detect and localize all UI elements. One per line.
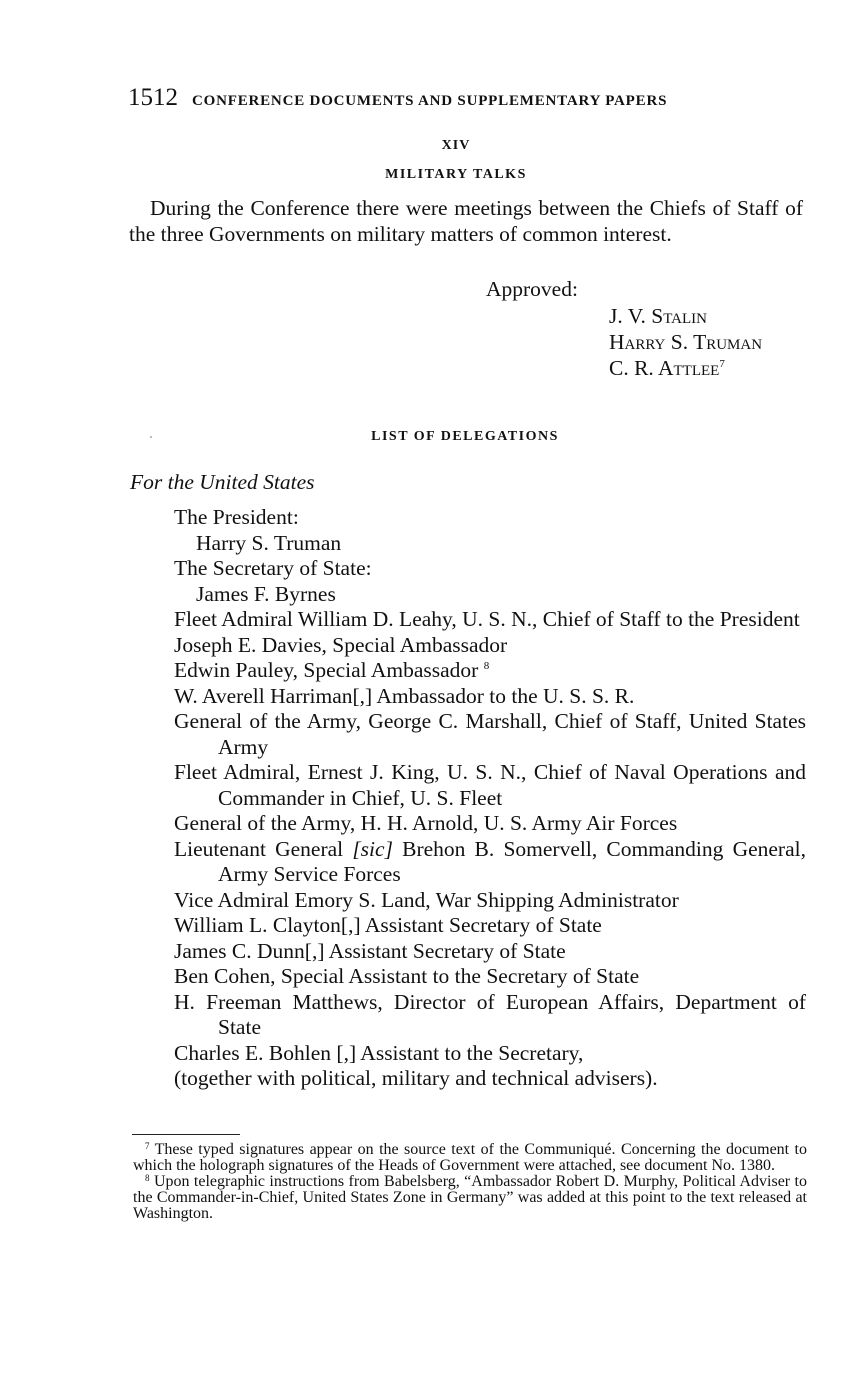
list-item: William L. Clayton[,] Assistant Secretary of State xyxy=(174,913,602,937)
list-item: Ben Cohen, Special Assistant to the Secretary of State xyxy=(174,964,640,988)
signature-stalin: J. V. Stalin xyxy=(609,304,707,328)
list-item: (together with political, military and technical advisers). xyxy=(174,1066,658,1090)
signature-attlee: C. R. Attlee$^7$ xyxy=(609,356,725,380)
approved-label: Approved: xyxy=(486,277,578,301)
list-item: Vice Admiral Emory S. Land, War Shipping Administrator xyxy=(174,887,679,912)
footnote-divider xyxy=(132,1134,240,1135)
list-item: Fleet Admiral William D. Leahy, U. S. N., Chief of Staff to the President xyxy=(174,607,800,631)
list-item: General of the Army, H. H. Arnold, U. S. Army Air Forces xyxy=(174,811,678,835)
list-item: The President: xyxy=(174,505,299,529)
list-item: General of the Army, George C. Marshall, Chief of Staff, United States Army xyxy=(174,709,806,759)
section-title: MILITARY TALKS xyxy=(385,167,527,182)
delegation-list xyxy=(174,505,806,1092)
running-header xyxy=(128,84,808,112)
list-item: Fleet Admiral, Ernest J. King, U. S. N., Chief of Naval Operations and Commander in Chief, U. S. Fleet xyxy=(174,760,806,810)
list-item: The Secretary of State: xyxy=(174,556,372,580)
footnote-8: $^8$ Upon telegraphic instructions from Babelsberg, “Ambassador Robert D. Murphy, Political Adviser to the Commander-in-Chief, United States Zone in Germany” was added at this point to the text released at Washington. xyxy=(133,1173,808,1222)
running-title: CONFERENCE DOCUMENTS AND SUPPLEMENTARY PAPERS xyxy=(192,93,668,109)
footnote-ref-7: 7 xyxy=(719,358,725,370)
footnote-ref-8: 8 xyxy=(483,660,490,672)
footnote-7: $^7$ These typed signatures appear on the source text of the Communiqué. Concerning the document to which the holograph signatures of the Heads of Government were attached, see document No. 1380. xyxy=(133,1141,807,1174)
list-item: James F. Byrnes xyxy=(196,581,336,606)
section-numeral: XIV xyxy=(441,138,471,153)
list-item: Charles E. Bohlen [,] Assistant to the Secretary, xyxy=(174,1040,584,1065)
list-item: Lieutenant General [sic] Brehon B. Somervell, Commanding General, Army Service Forces xyxy=(174,836,806,886)
list-item: H. Freeman Matthews, Director of European Affairs, Department of State xyxy=(174,989,806,1039)
section-paragraph xyxy=(129,196,803,247)
list-item: W. Averell Harriman[,] Ambassador to the U. S. S. R. xyxy=(174,683,635,708)
list-item: Joseph E. Davies, Special Ambassador xyxy=(174,632,508,657)
footnotes xyxy=(133,1142,807,1222)
list-item: James C. Dunn[,] Assistant Secretary of State xyxy=(174,938,566,963)
signature-block xyxy=(609,303,762,381)
section-paragraph-text: During the Conference there were meetings between the Chiefs of Staff of the three Governments on military matters of common interest. xyxy=(129,196,803,246)
country-heading: For the United States xyxy=(130,470,315,494)
list-item: Harry S. Truman xyxy=(196,530,342,555)
page-number: 1512 xyxy=(128,84,178,111)
list-item: Edwin Pauley, Special Ambassador $^8$ xyxy=(174,658,490,682)
signature-truman: Harry S. Truman xyxy=(609,330,763,354)
list-title: LIST OF DELEGATIONS xyxy=(371,429,559,444)
